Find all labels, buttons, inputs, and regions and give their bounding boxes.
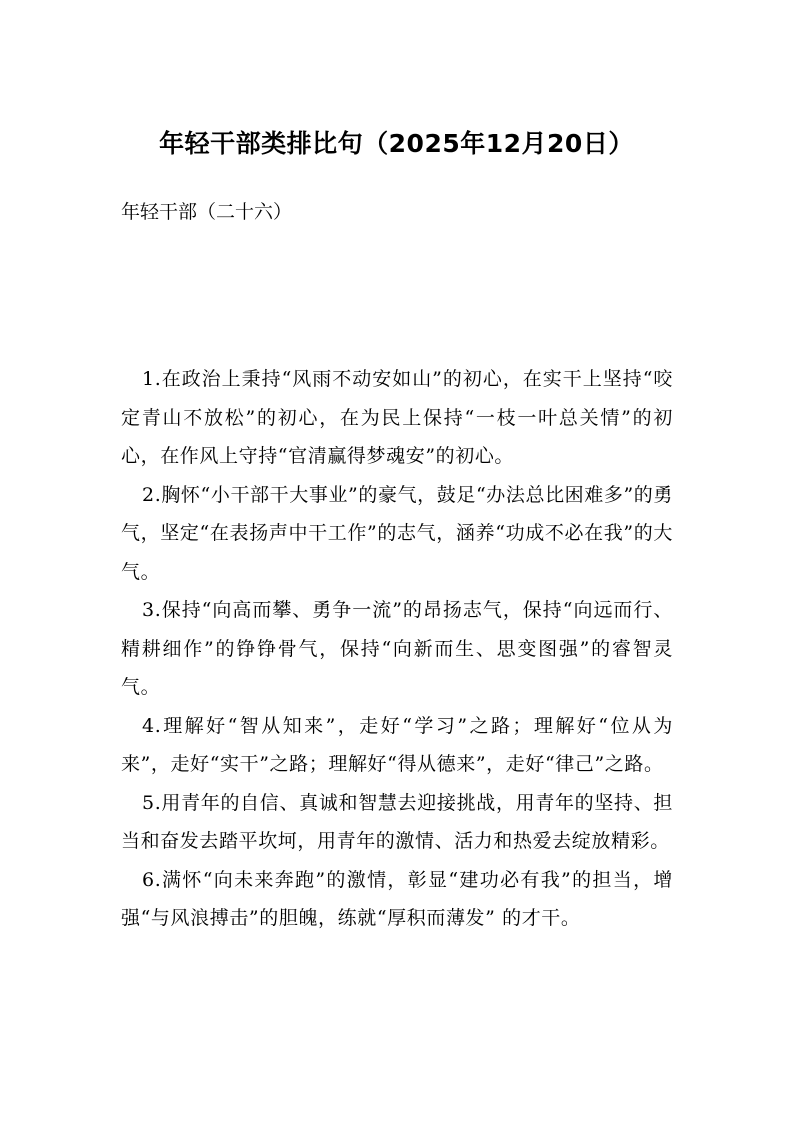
- paragraph-1: 1.在政治上秉持“风雨不动安如山”的初心，在实干上坚持“咬定青山不放松”的初心，在为民上保持“一枝一叶总关情”的初心，在作风上守持“官清赢得梦魂安”的初心。: [121, 368, 673, 467]
- paragraph-4: 4.理解好“智从知来”，走好“学习”之路；理解好“位从为来”，走好“实干”之路；理解好“得从德来”，走好“律己”之路。: [121, 714, 673, 775]
- paragraph-3: 3.保持“向高而攀、勇争一流”的昂扬志气，保持“向远而行、精耕细作”的铮铮骨气，保持“向新而生、思变图强”的睿智灵气。: [121, 599, 673, 698]
- paragraph-6: 6.满怀“向未来奔跑”的激情，彰显“建功必有我”的担当，增强“与风浪搏击”的胆魄，练就“厚积而薄发” 的才干。: [121, 868, 673, 929]
- paragraph-2: 2.胸怀“小干部干大事业”的豪气，鼓足“办法总比困难多”的勇气，坚定“在表扬声中干工作”的志气，涵养“功成不必在我”的大气。: [121, 483, 673, 583]
- document-body: [121, 360, 673, 938]
- paragraph-5: 5.用青年的自信、真诚和智慧去迎接挑战，用青年的坚持、担当和奋发去踏平坎坷，用青年的激情、活力和热爱去绽放精彩。: [121, 791, 673, 852]
- document-subtitle: 年轻干部（二十六）: [121, 201, 293, 223]
- document-title: 年轻干部类排比句（2025年12月20日）: [159, 129, 634, 158]
